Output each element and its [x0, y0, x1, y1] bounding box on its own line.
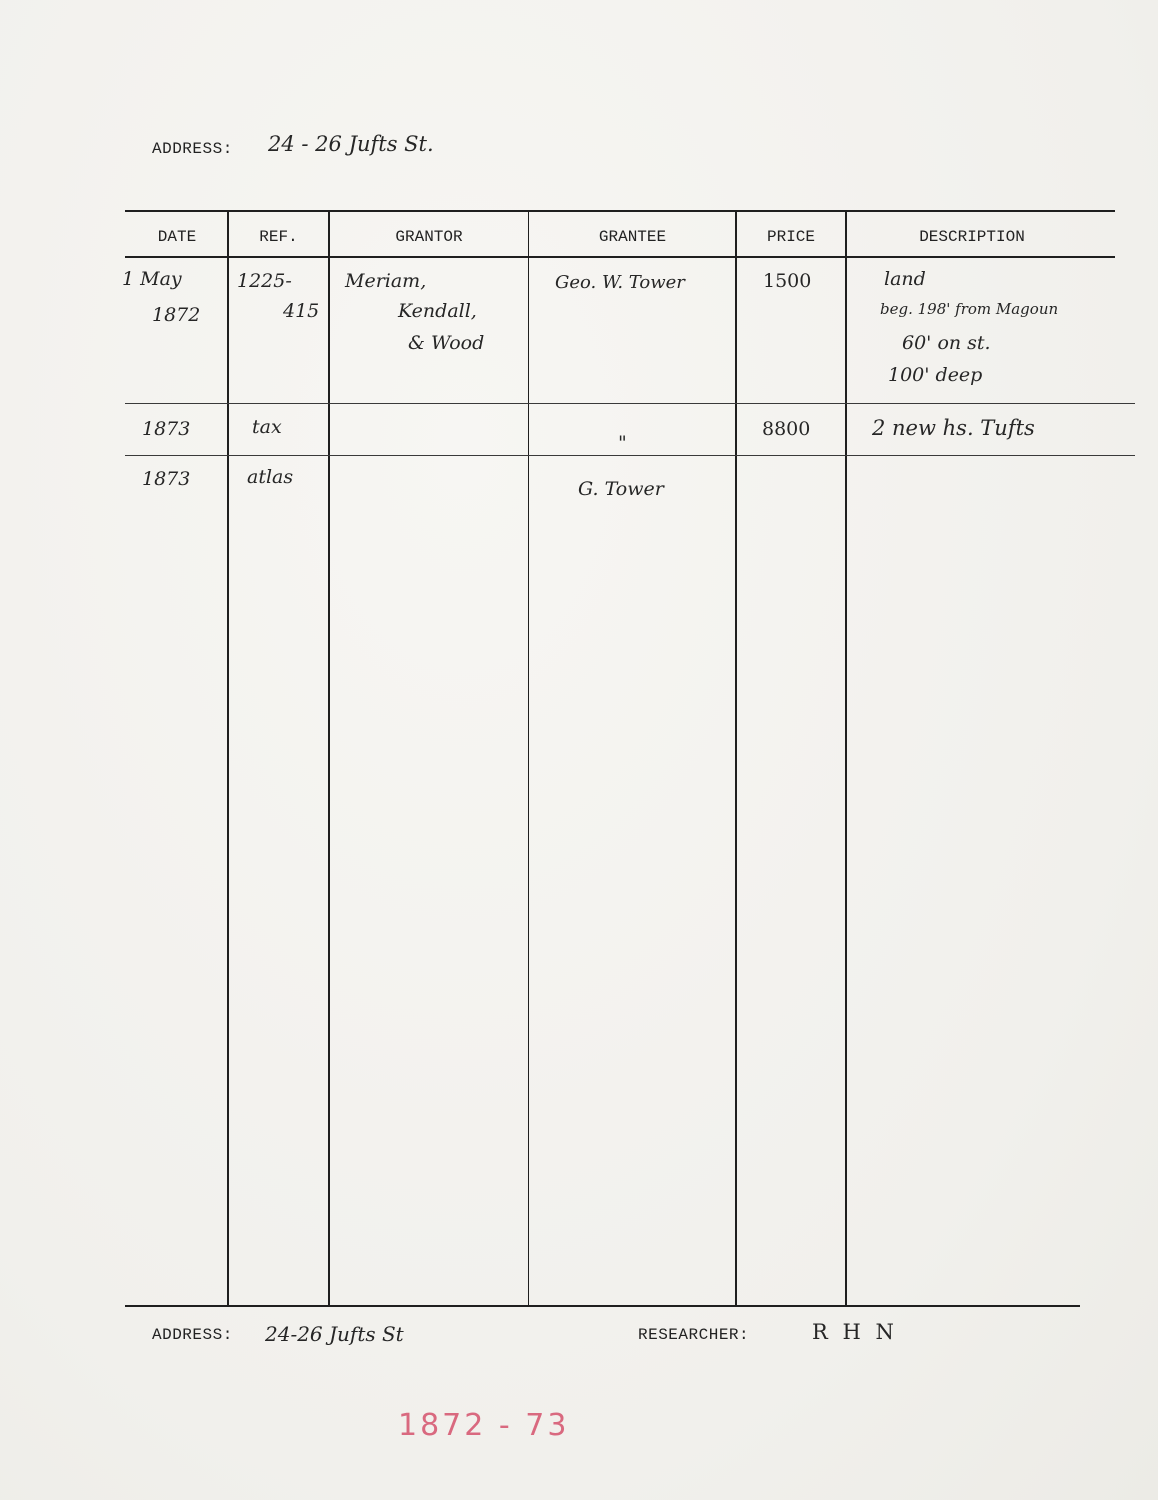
row1-date-line1: 1 May — [122, 268, 182, 290]
column-divider — [227, 212, 229, 1307]
row1-grantee: Geo. W. Tower — [555, 272, 685, 293]
row3-date: 1873 — [142, 468, 191, 490]
row1-desc-line4: 100' deep — [888, 364, 983, 386]
row2-ref: tax — [252, 416, 282, 438]
table-top-rule — [125, 210, 1115, 212]
row3-grantee: G. Tower — [578, 478, 664, 500]
row1-grantor-line2: Kendall, — [398, 300, 477, 322]
footer-researcher-label: RESEARCHER: — [638, 1326, 750, 1344]
table-header-rule — [125, 256, 1115, 258]
column-divider — [735, 212, 737, 1307]
column-divider — [328, 212, 330, 1307]
row1-date-line2: 1872 — [152, 304, 201, 326]
date-range-stamp: 1872 - 73 — [398, 1408, 570, 1443]
row1-desc-line2: beg. 198' from Magoun — [880, 300, 1059, 318]
footer-researcher-value: R H N — [812, 1320, 898, 1344]
row1-price: 1500 — [763, 270, 812, 292]
row1-ref-line2: 415 — [283, 300, 320, 322]
header-address-value: 24 - 26 Jufts St. — [268, 132, 434, 156]
col-header-grantor: GRANTOR — [395, 228, 463, 246]
row-separator — [125, 403, 1135, 404]
row2-description: 2 new hs. Tufts — [872, 416, 1035, 440]
row1-desc-line3: 60' on st. — [902, 332, 991, 354]
header-address-label: ADDRESS: — [152, 140, 233, 158]
row2-date: 1873 — [142, 418, 191, 440]
row-separator — [125, 455, 1135, 456]
column-divider — [845, 212, 847, 1307]
footer-address-value: 24-26 Jufts St — [265, 1322, 404, 1346]
row2-grantee: " — [618, 432, 627, 454]
row2-price: 8800 — [762, 418, 811, 440]
col-header-date: DATE — [157, 228, 197, 246]
col-header-ref: REF. — [259, 228, 298, 246]
table-bottom-rule — [125, 1305, 1080, 1307]
row1-grantor-line3: & Wood — [408, 332, 485, 354]
footer-address-label: ADDRESS: — [152, 1326, 233, 1344]
col-header-grantee: GRANTEE — [598, 228, 667, 246]
row1-ref-line1: 1225- — [237, 270, 292, 292]
column-divider — [528, 212, 529, 1307]
row1-desc-line1: land — [884, 268, 926, 290]
row1-grantor-line1: Meriam, — [345, 270, 427, 292]
row3-ref: atlas — [247, 466, 294, 488]
col-header-description: DESCRIPTION — [919, 228, 1025, 246]
col-header-price: PRICE — [766, 228, 815, 246]
